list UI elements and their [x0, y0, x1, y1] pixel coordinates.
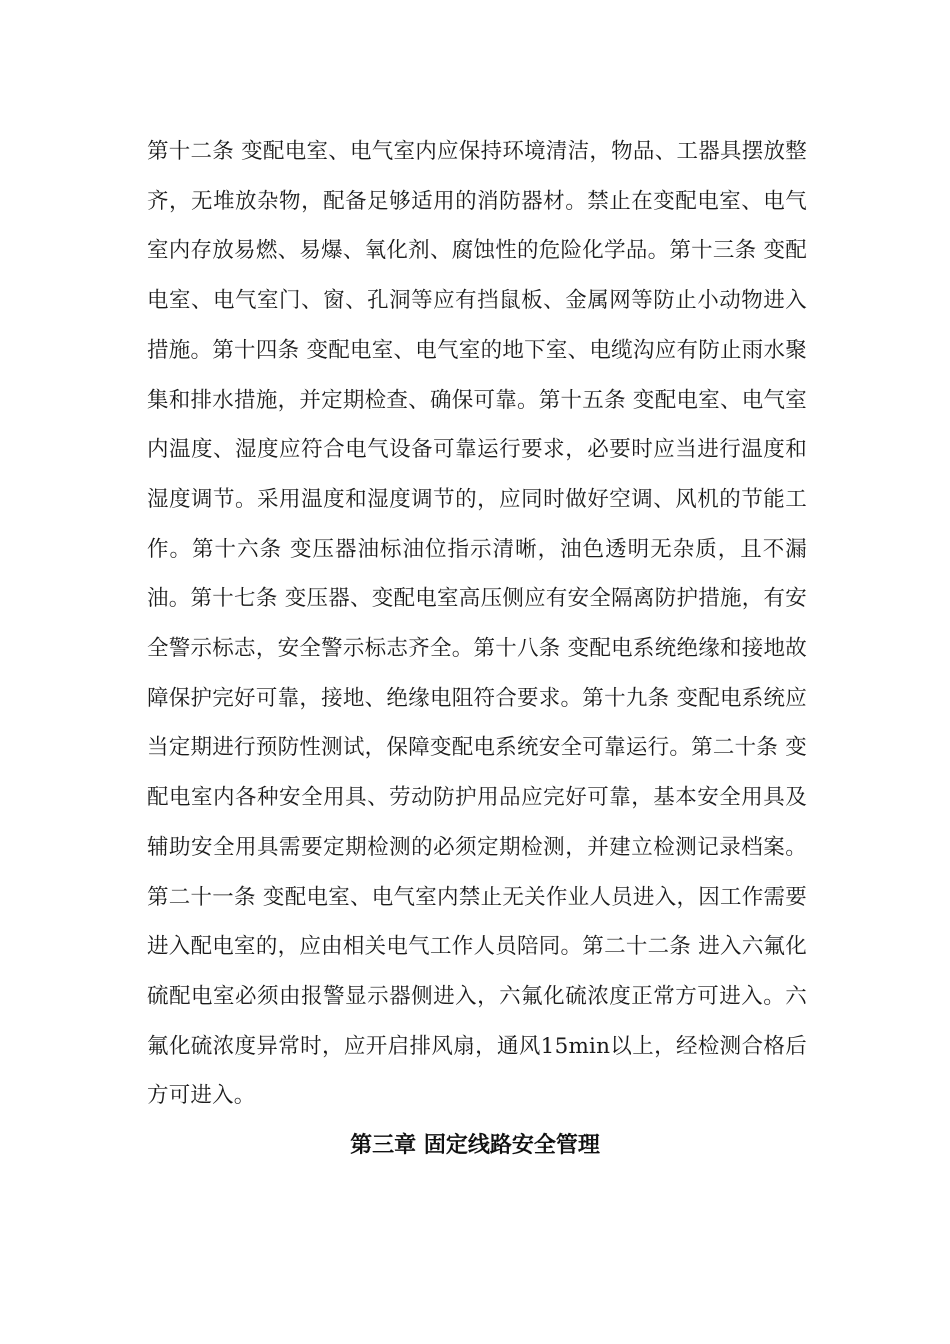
regulation-articles-paragraph: 第十二条 变配电室、电气室内应保持环境清洁，物品、工器具摆放整齐，无堆放杂物，配备足够适用的消防器材。禁止在变配电室、电气室内存放易燃、易爆、氧化剂、腐蚀性的危险化学品。第十三条 变配电室、电气室门、窗、孔洞等应有挡鼠板、金属网等防止小动物进入措施。第十四条 变配电室、电气室的地下室、电缆沟应有防止雨水聚集和排水措施，并定期检查、确保可靠。第十五条 变配电室、电气室内温度、湿度应符合电气设备可靠运行要求，必要时应当进行温度和湿度调节。采用温度和湿度调节的，应同时做好空调、风机的节能工作。第十六条 变压器油标油位指示清晰，油色透明无杂质，且不漏油。第十七条 变压器、变配电室高压侧应有安全隔离防护措施，有安全警示标志，安全警示标志齐全。第十八条 变配电系统绝缘和接地故障保护完好可靠，接地、绝缘电阻符合要求。第十九条 变配电系统应当定期进行预防性测试，保障变配电系统安全可靠运行。第二十条 变配电室内各种安全用具、劳动防护用品应完好可靠，基本安全用具及辅助安全用具需要定期检测的必须定期检测，并建立检测记录档案。第二十一条 变配电室、电气室内禁止无关作业人员进入，因工作需要进入配电室的，应由相关电气工作人员陪同。第二十二条 进入六氟化硫配电室必须由报警显示器侧进入，六氟化硫浓度正常方可进入。六氟化硫浓度异常时，应开启排风扇，通风15min以上，经检测合格后方可进入。: [147, 139, 807, 1109]
chapter-heading: 第三章 固定线路安全管理: [350, 1133, 600, 1158]
